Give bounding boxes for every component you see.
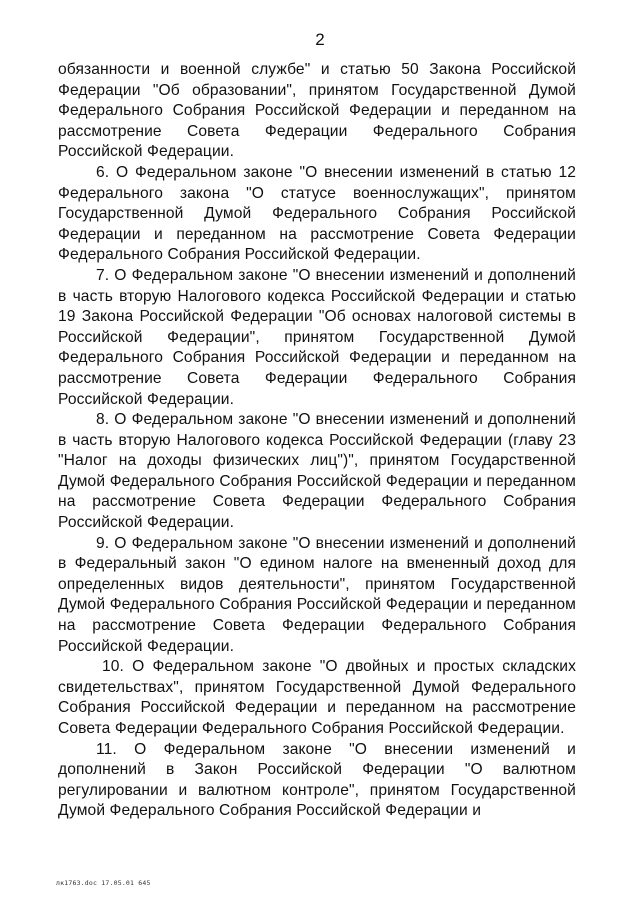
paragraph-item-9: 9. О Федеральном законе "О внесении изменений и дополнений в Федеральный закон "О едином налоге на вмененный доход для определенных видов деятельности", принятом Государственной Думой Федерального Собрания Российской Федерации и переданном на рассмотрение Совета Федерации Федерального Собрания Российской Федерации.	[58, 534, 576, 655]
footer-file-code: лк1763.doc 17.05.01 645	[56, 879, 151, 887]
page-number: 2	[315, 30, 325, 49]
paragraph-item-6: 6. О Федеральном законе "О внесении изменений в статью 12 Федерального закона "О статусе военнослужащих", принятом Государственной Думой Федерального Собрания Российской Федерации и переданном на рассмотрение Совета Федерации Федерального Собрания Российской Федерации.	[58, 163, 576, 264]
paragraph-continuation: обязанности и военной службе" и статью 50 Закона Российской Федерации "Об образовании", принятом Государственной Думой Федерального Собрания Российской Федерации и переданном на рассмотрение Совета Федерации Федерального Собрания Российской Федерации.	[58, 61, 576, 161]
paragraph-item-11: 11. О Федеральном законе "О внесении изменений и дополнений в Закон Российской Федерации "О валютном регулировании и валютном контроле", принятом Государственной Думой Федерального Собрания Российской Федерации и	[58, 740, 576, 820]
paragraph-item-10: 10. О Федеральном законе "О двойных и простых складских свидетельствах", принятом Государственной Думой Федерального Собрания Российской Федерации и переданном на рассмотрение Совета Федерации Федерального Собрания Российской Федерации.	[58, 658, 576, 737]
document-body	[58, 60, 576, 822]
paragraph-item-7: 7. О Федеральном законе "О внесении изменений и дополнений в часть вторую Налогового кодекса Российской Федерации и статью 19 Закона Российской Федерации "Об основах налоговой системы в Российской Федерации", принятом Государственной Думой Федерального Собрания Российской Федерации и переданном на рассмотрение Совета Федерации Федерального Собрания Российской Федерации.	[58, 266, 576, 408]
paragraph-item-8: 8. О Федеральном законе "О внесении изменений и дополнений в часть вторую Налогового кодекса Российской Федерации (главу 23 "Налог на доходы физических лиц")", принятом Государственной Думой Федерального Собрания Российской Федерации и переданном на рассмотрение Совета Федерации Федерального Собрания Российской Федерации.	[58, 411, 576, 532]
